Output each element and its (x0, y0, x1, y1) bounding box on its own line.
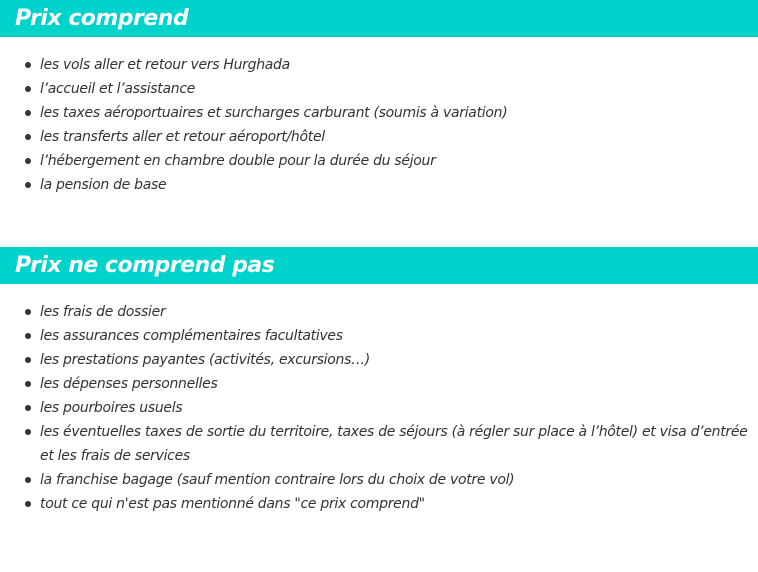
price-includes-header (0, 0, 758, 37)
bullet-icon (25, 62, 31, 68)
list-item (0, 420, 758, 468)
price-includes-title: Prix comprend (15, 5, 189, 31)
list-item-text: les taxes aéroportuaires et surcharges carburant (soumis à variation) (40, 105, 508, 121)
list-item (0, 173, 758, 197)
list-item (0, 149, 758, 173)
bullet-icon (25, 477, 31, 483)
bullet-icon (25, 381, 31, 387)
list-item-text: l’hébergement en chambre double pour la durée du séjour (40, 153, 436, 169)
list-item-text: les pourboires usuels (40, 400, 183, 416)
list-item (0, 77, 758, 101)
bullet-icon (25, 182, 31, 188)
list-item (0, 468, 758, 492)
list-item (0, 300, 758, 324)
bullet-icon (25, 333, 31, 339)
list-item (0, 125, 758, 149)
bullet-icon (25, 158, 31, 164)
list-item (0, 396, 758, 420)
list-item-text: les transferts aller et retour aéroport/hôtel (40, 129, 325, 145)
list-item-text: les éventuelles taxes de sortie du territoire, taxes de séjours (à régler sur place à l’hôtel) et visa d’entrée et les frais de services (40, 424, 748, 464)
bullet-icon (25, 501, 31, 507)
bullet-icon (25, 309, 31, 315)
bullet-icon (25, 429, 31, 435)
list-item-text: les dépenses personnelles (40, 376, 218, 392)
list-item-text: les frais de dossier (40, 304, 166, 320)
list-item (0, 372, 758, 396)
list-item-text: les vols aller et retour vers Hurghada (40, 57, 290, 73)
bullet-icon (25, 405, 31, 411)
price-excludes-list (0, 300, 758, 516)
list-item-text: tout ce qui n'est pas mentionné dans "ce prix comprend" (40, 496, 425, 512)
list-item-text: l’accueil et l’assistance (40, 81, 196, 97)
bullet-icon (25, 86, 31, 92)
list-item (0, 53, 758, 77)
list-item-text: les assurances complémentaires facultatives (40, 328, 343, 344)
price-excludes-title: Prix ne comprend pas (15, 252, 275, 278)
bullet-icon (25, 357, 31, 363)
price-includes-list (0, 53, 758, 197)
bullet-icon (25, 110, 31, 116)
price-excludes-header (0, 247, 758, 284)
bullet-icon (25, 134, 31, 140)
list-item (0, 348, 758, 372)
list-item-text: la pension de base (40, 177, 167, 193)
list-item-text: la franchise bagage (sauf mention contraire lors du choix de votre vol) (40, 472, 515, 488)
list-item (0, 324, 758, 348)
list-item (0, 101, 758, 125)
list-item (0, 492, 758, 516)
list-item-text: les prestations payantes (activités, excursions…) (40, 352, 370, 368)
